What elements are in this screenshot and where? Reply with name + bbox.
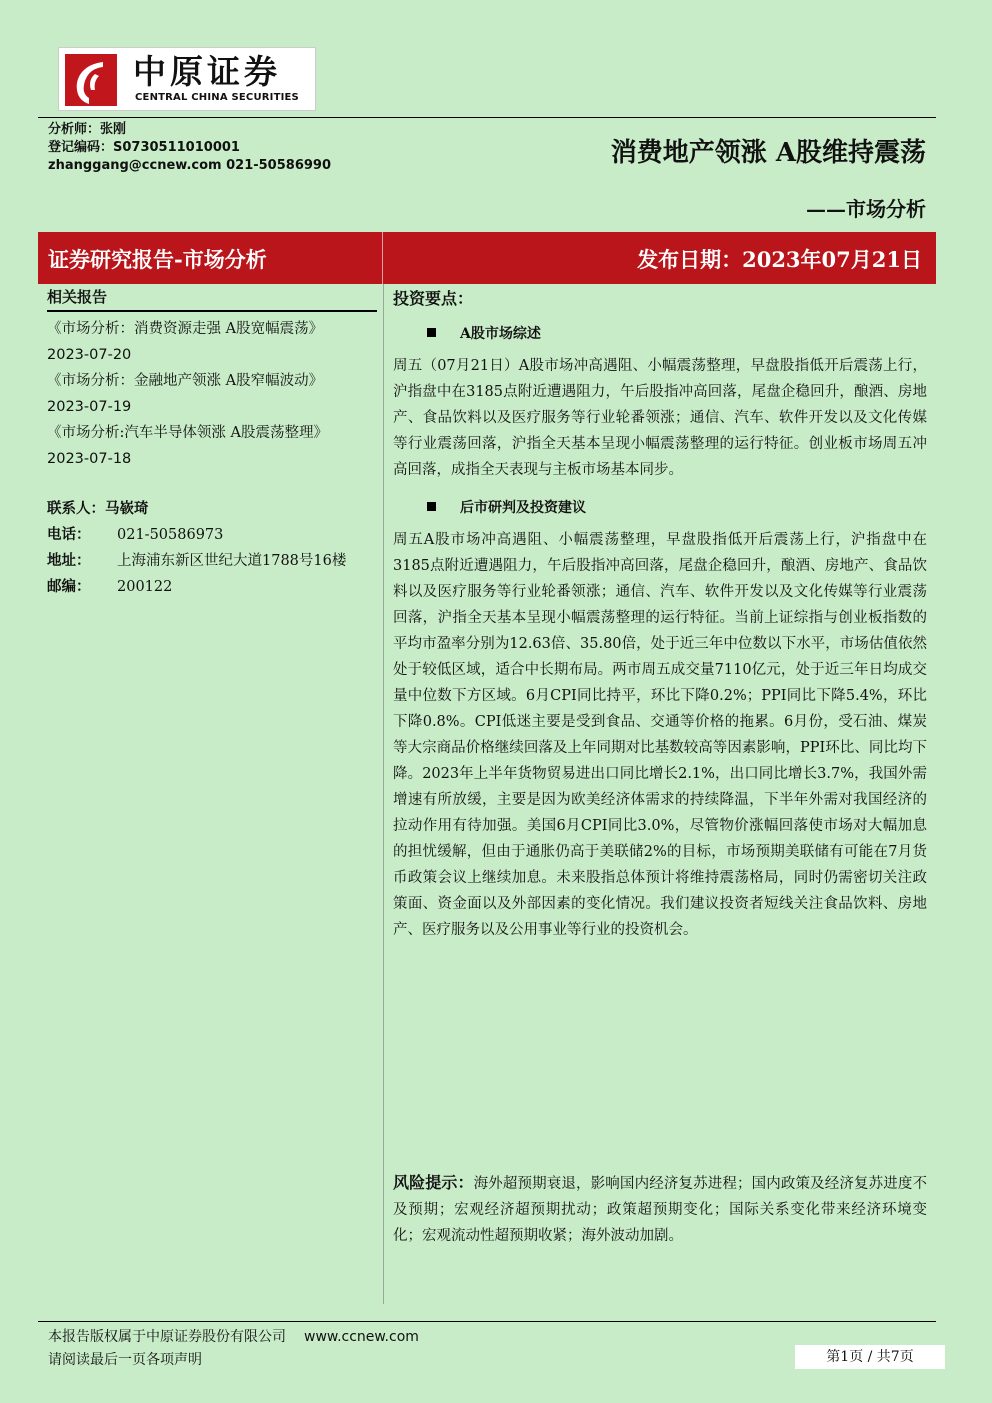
section-outlook-heading (427, 497, 927, 517)
contact-address-row (47, 548, 377, 574)
banner-divider (382, 232, 383, 284)
report-banner (38, 232, 936, 284)
section-title: 后市研判及投资建议 (460, 500, 586, 516)
registration-code: 登记编码：S0730511010001 (48, 140, 240, 155)
related-report-title[interactable]: 《市场分析：金融地产领涨 A股窄幅波动》 (47, 373, 324, 389)
risk-text: 海外超预期衰退，影响国内经济复苏进程；国内政策及经济复苏进度不及预期；宏观经济超预期扰动；政策超预期变化；国际关系变化带来经济环境变化；宏观流动性超预期收紧；海外波动加剧。 (393, 1176, 927, 1244)
page-number: 第1页 / 共7页 (795, 1345, 945, 1369)
investment-highlights-heading: 投资要点： (393, 289, 474, 308)
copyright-text: 本报告版权属于中原证券股份有限公司 (48, 1329, 286, 1345)
related-report-date: 2023-07-20 (47, 347, 132, 363)
logo-english-text: CENTRAL CHINA SECURITIES (135, 92, 299, 103)
section-title: A股市场综述 (460, 326, 541, 342)
analyst-contact: zhanggang@ccnew.com 021-50586990 (48, 158, 331, 173)
section-market-review-heading (427, 323, 927, 343)
sidebar (47, 286, 377, 600)
contact-zip-row (47, 574, 377, 600)
square-bullet-icon (427, 328, 436, 337)
contact-phone-row (47, 522, 377, 548)
contact-person: 联系人：马嵚琦 (47, 500, 149, 517)
disclaimer-notice: 请阅读最后一页各项声明 (48, 1352, 202, 1368)
footer-rule (38, 1321, 936, 1322)
outlook-paragraph: 周五A股市场冲高遇阻、小幅震荡整理，早盘股指低开后震荡上行，沪指盘中在3185点附近遭遇阻力，午后股指冲高回落，尾盘企稳回升，酿酒、房地产、食品饮料以及医疗服务等行业轮番领涨；通信、汽车、软件开发以及文化传媒等行业震荡回落，沪指全天基本呈现小幅震荡整理的运行特征。当前上证综指与创业板指数的平均市盈率分别为12.63倍、35.80倍，处于近三年中位数以下水平，市场估值依然处于较低区域，适合中长期布局。两市周五成交量7110亿元，处于近三年日均成交量中位数下方区域。6月CPI同比持平，环比下降0.2%；PPI同比下降5.4%，环比下降0.8%。CPI低迷主要是受到食品、交通等价格的拖累。6月份，受石油、煤炭等大宗商品价格继续回落及上年同期对比基数较高等因素影响，PPI环比、同比均下降。2023年上半年货物贸易进出口同比增长2.1%，出口同比增长3.7%，我国外需增速有所放缓，主要是因为欧美经济体需求的持续降温，下半年外需对我国经济的拉动作用有待加强。美国6月CPI同比3.0%，尽管物价涨幅回落使市场对大幅加息的担忧缓解，但由于通胀仍高于美联储2%的目标，市场预期美联储有可能在7月货币政策会议上继续加息。未来股指总体预计将维持震荡格局，同时仍需密切关注政策面、资金面以及外部因素的变化情况。我们建议投资者短线关注食品饮料、房地产、医疗服务以及公用事业等行业的投资机会。 (393, 532, 927, 938)
report-category: 证券研究报告-市场分析 (48, 247, 267, 272)
phone-label: 电话： (47, 526, 91, 543)
analyst-info (48, 121, 331, 175)
header-rule (38, 117, 936, 118)
related-reports-heading: 相关报告 (47, 286, 377, 312)
related-report-title[interactable]: 《市场分析:汽车半导体领涨 A股震荡整理》 (47, 425, 328, 441)
square-bullet-icon (427, 502, 436, 511)
report-subtitle: ——市场分析 (806, 197, 926, 221)
company-logo (58, 47, 316, 111)
related-report-date: 2023-07-19 (47, 399, 132, 415)
address-label: 地址： (47, 552, 91, 569)
related-report-date: 2023-07-18 (47, 451, 132, 467)
contact-block (47, 496, 377, 600)
market-review-paragraph: 周五（07月21日）A股市场冲高遇阻、小幅震荡整理，早盘股指低开后震荡上行，沪指盘中在3185点附近遭遇阻力，午后股指冲高回落，尾盘企稳回升，酿酒、房地产、食品饮料以及医疗服务等行业轮番领涨；通信、汽车、软件开发以及文化传媒等行业震荡回落，沪指全天基本呈现小幅震荡整理的运行特征。创业板市场周五冲高回落，成指全天表现与主板市场基本同步。 (393, 358, 927, 478)
risk-heading: 风险提示： (393, 1173, 474, 1192)
analyst-name: 分析师：张刚 (48, 122, 127, 137)
zip-value: 200122 (117, 579, 173, 595)
phone-value: 021-50586973 (117, 527, 224, 543)
address-value: 上海浦东新区世纪大道1788号16楼 (117, 553, 347, 569)
logo-chinese-text: 中原证券 (133, 52, 281, 91)
main-content (393, 286, 927, 943)
column-divider (383, 284, 384, 1304)
footer-copyright-row (48, 1326, 419, 1346)
related-report-title[interactable]: 《市场分析：消费资源走强 A股宽幅震荡》 (47, 321, 324, 337)
report-title: 消费地产领涨 A股维持震荡 (610, 138, 926, 168)
risk-warning (393, 1170, 927, 1249)
publish-date: 发布日期：2023年07月21日 (637, 247, 922, 272)
logo-mark-icon (65, 54, 117, 106)
website-link[interactable]: www.ccnew.com (304, 1329, 419, 1345)
zip-label: 邮编： (47, 578, 91, 595)
related-reports-list (47, 316, 377, 472)
